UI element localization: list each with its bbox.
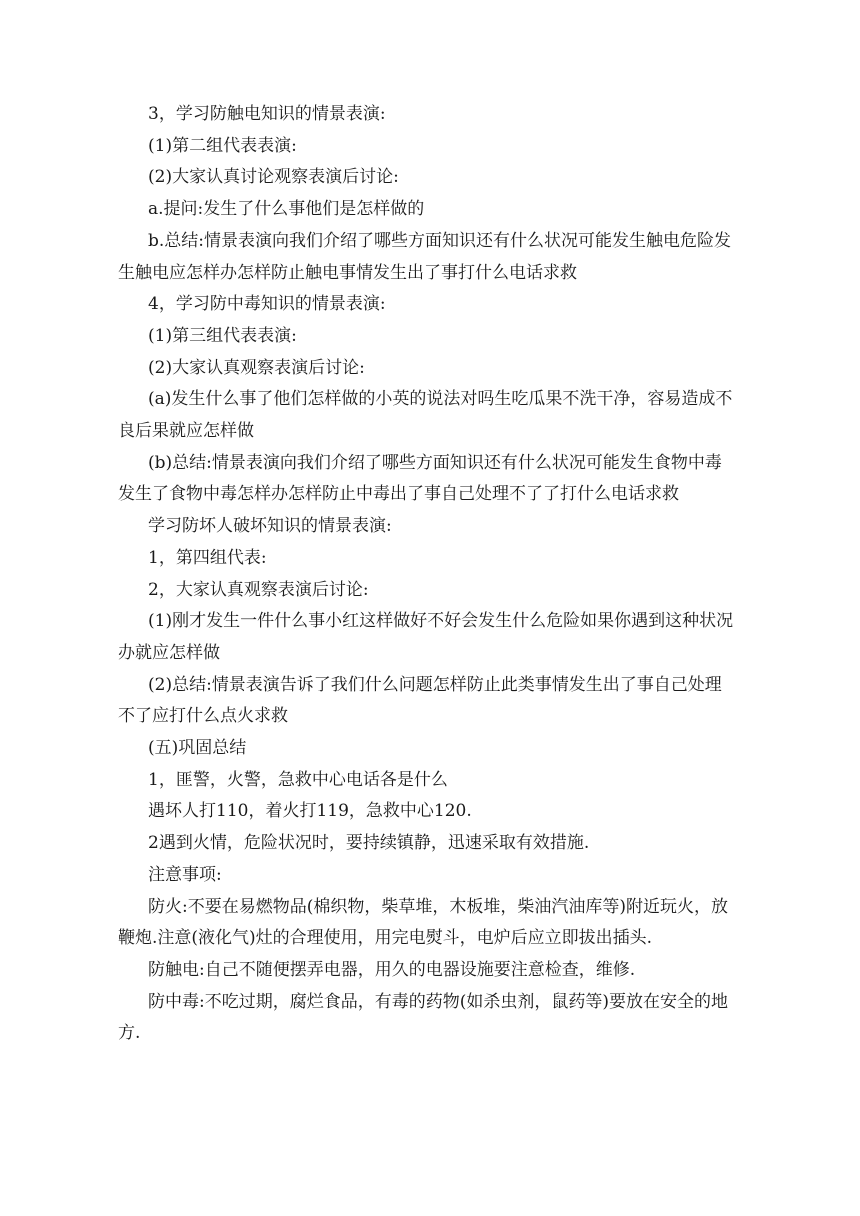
paragraph: (a)发生什么事了他们怎样做的小英的说法对吗生吃瓜果不洗干净，容易造成不良后果就应怎样做 xyxy=(118,389,733,442)
paragraph: 防触电:自己不随便摆弄电器，用久的电器设施要注意检查，维修. xyxy=(148,959,636,980)
paragraph: 防火:不要在易燃物品(棉织物，柴草堆，木板堆，柴油汽油库等)附近玩火，放鞭炮.注意(液化气)灶的合理使用，用完电熨斗，电炉后应立即拔出插头. xyxy=(118,896,728,949)
paragraph: 学习防坏人破坏知识的情景表演: xyxy=(148,516,392,537)
paragraph: a.提问:发生了什么事他们是怎样做的 xyxy=(148,199,425,220)
paragraph: (2)大家认真观察表演后讨论: xyxy=(148,357,365,378)
paragraph: 3，学习防触电知识的情景表演: xyxy=(148,104,386,124)
paragraph: 遇坏人打110，着火打119，急救中心120. xyxy=(148,801,472,822)
paragraph: (1)第二组代表表演: xyxy=(148,135,297,156)
paragraph: (2)大家认真讨论观察表演后讨论: xyxy=(148,167,399,188)
paragraph: (b)总结:情景表演向我们介绍了哪些方面知识还有什么状况可能发生食物中毒发生了食物中毒怎样办怎样防止中毒出了事自己处理不了了打什么电话求救 xyxy=(118,452,722,505)
paragraph: 1，匪警，火警，急救中心电话各是什么 xyxy=(148,769,448,790)
section-heading: (五)巩固总结 xyxy=(148,738,247,759)
document-body xyxy=(118,99,738,1050)
paragraph: (1)第三组代表表演: xyxy=(148,325,297,346)
paragraph: (2)总结:情景表演告诉了我们什么问题怎样防止此类事情发生出了事自己处理不了应打什么点火求救 xyxy=(118,674,722,727)
paragraph: 2，大家认真观察表演后讨论: xyxy=(148,579,369,600)
paragraph: b.总结:情景表演向我们介绍了哪些方面知识还有什么状况可能发生触电危险发生触电应怎样办怎样防止触电事情发生出了事打什么电话求救 xyxy=(118,230,732,283)
paragraph: 1，第四组代表: xyxy=(148,547,267,568)
paragraph: 4，学习防中毒知识的情景表演: xyxy=(148,294,386,315)
paragraph: (1)刚才发生一件什么事小红这样做好不好会发生什么危险如果你遇到这种状况办就应怎样做 xyxy=(118,611,734,663)
paragraph: 2遇到火情，危险状况时，要持续镇静，迅速采取有效措施. xyxy=(148,833,590,854)
paragraph: 注意事项: xyxy=(148,864,222,885)
paragraph: 防中毒:不吃过期，腐烂食品，有毒的药物(如杀虫剂，鼠药等)要放在安全的地方. xyxy=(118,991,728,1044)
